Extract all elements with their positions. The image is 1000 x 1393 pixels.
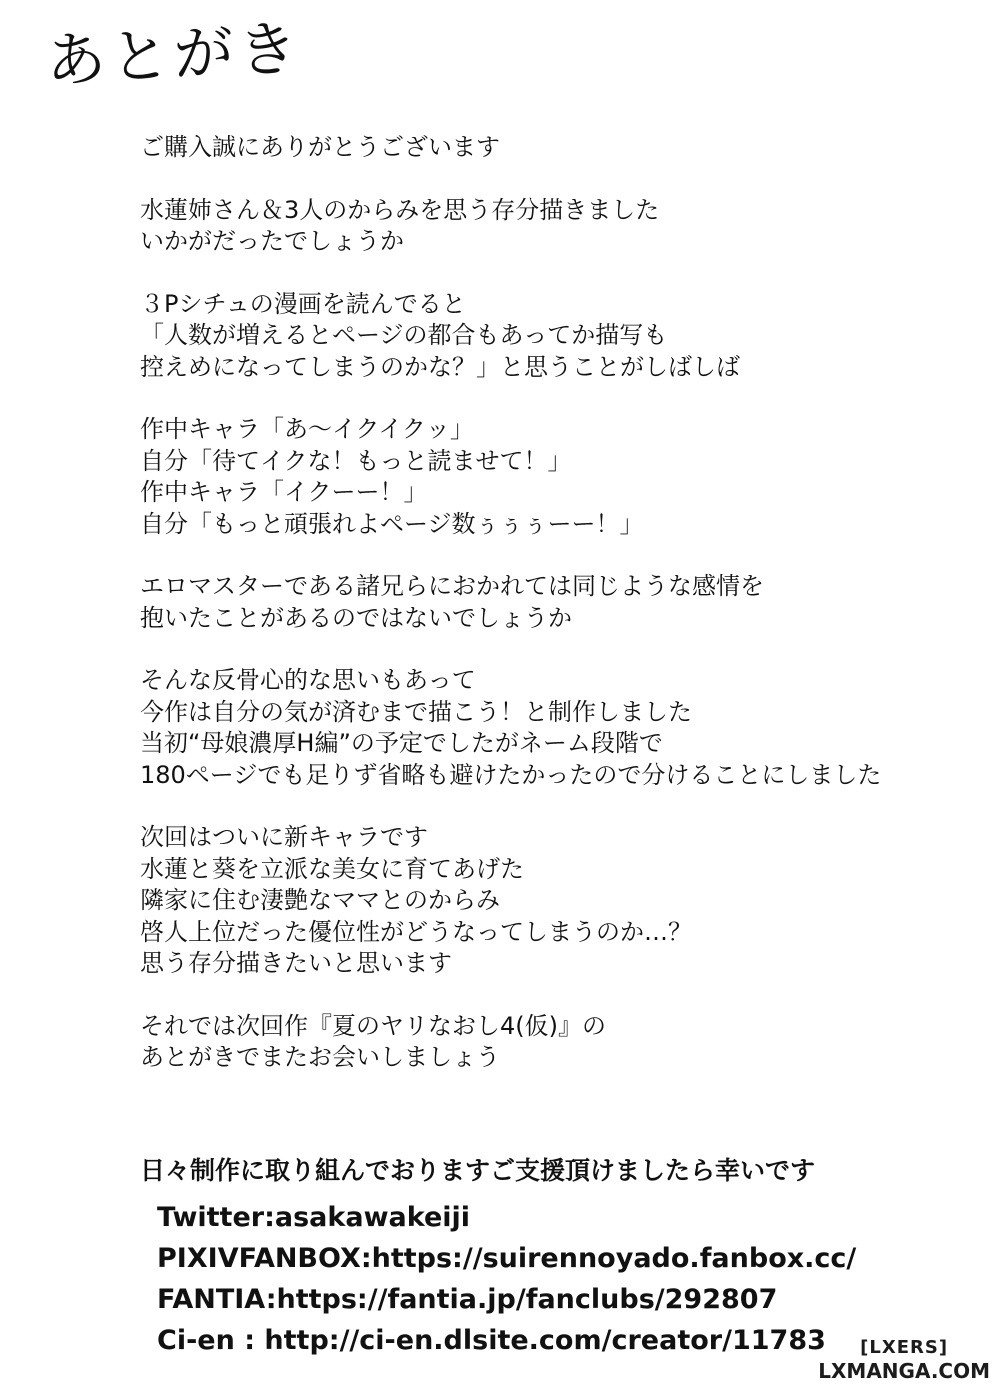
text-line: 自分「待てイクな！もっと読ませて！」: [140, 446, 572, 475]
watermark-domain: LXMANGA.COM: [818, 1359, 990, 1383]
text-line: 啓人上位だった優位性がどうなってしまうのか…？: [140, 917, 692, 946]
watermark-brand: [LXERS]: [860, 1337, 949, 1358]
text-line: 「人数が増えるとページの都合もあってか描写も: [140, 321, 668, 349]
paragraph-dialogue: [140, 414, 980, 540]
text-line: 次回はついに新キャラです: [140, 823, 428, 851]
text-line: あとがきでまたお会いしましょう: [140, 1043, 500, 1071]
text-line: 当初“母娘濃厚H編”の予定でしたがネーム段階で: [140, 729, 663, 757]
paragraph-thanks: [140, 132, 980, 164]
twitter-link[interactable]: Twitter:asakawakeiji: [157, 1202, 471, 1233]
paragraph-closing: [140, 1011, 980, 1074]
text-line: 自分「もっと頑張れよページ数ぅぅぅーー！」: [140, 509, 644, 538]
text-line: 隣家に住む淒艶なママとのからみ: [140, 886, 500, 914]
text-line: そんな反骨心的な思いもあって: [140, 666, 476, 694]
social-links: [157, 1197, 856, 1361]
text-line: 思う存分描きたいと思います: [140, 949, 452, 977]
text-line: 控えめになってしまうのかな？」と思うことがしばしば: [140, 352, 740, 381]
paragraph-readers: [140, 571, 980, 634]
fanbox-link[interactable]: PIXIVFANBOX:https://suirennoyado.fanbox.cc/: [157, 1243, 857, 1274]
page-title: あとがき: [44, 13, 304, 98]
fantia-link[interactable]: FANTIA:https://fantia.jp/fanclubs/292807: [157, 1284, 778, 1315]
text-line: いかがだったでしょうか: [140, 227, 404, 255]
text-line: それでは次回作『夏のヤリなおし4(仮)』の: [140, 1011, 606, 1040]
text-line: ３Pシチュの漫画を読んでると: [140, 289, 466, 318]
text-line: エロマスターである諸兄らにおかれては同じような感情を: [140, 572, 764, 600]
text-line: 作中キャラ「あ～イクイクッ」: [140, 415, 474, 443]
ci-en-link[interactable]: Ci-en : http://ci-en.dlsite.com/creator/11783: [157, 1325, 826, 1356]
support-message: 日々制作に取り組んでおりますご支援頂けましたら幸いです: [140, 1156, 816, 1185]
text-line: 抱いたことがあるのではないでしょうか: [140, 603, 572, 632]
paragraph-3p: [140, 289, 980, 384]
text-line: ご購入誠にありがとうございます: [140, 133, 500, 161]
text-line: 水蓮と葵を立派な美女に育てあげた: [140, 854, 524, 883]
text-line: 作中キャラ「イクーー！」: [140, 478, 428, 506]
text-line: 今作は自分の気が済むまで描こう！と制作しました: [140, 697, 692, 726]
paragraph-production: [140, 665, 980, 791]
paragraph-intro: [140, 195, 980, 258]
afterword-body: [140, 132, 980, 1105]
text-line: 180ページでも足りず省略も避けたかったので分けることにしました: [140, 760, 882, 789]
paragraph-next: [140, 822, 980, 980]
site-watermark: [818, 1337, 990, 1383]
text-line: 水蓮姉さん＆3人のからみを思う存分描きました: [140, 195, 660, 224]
